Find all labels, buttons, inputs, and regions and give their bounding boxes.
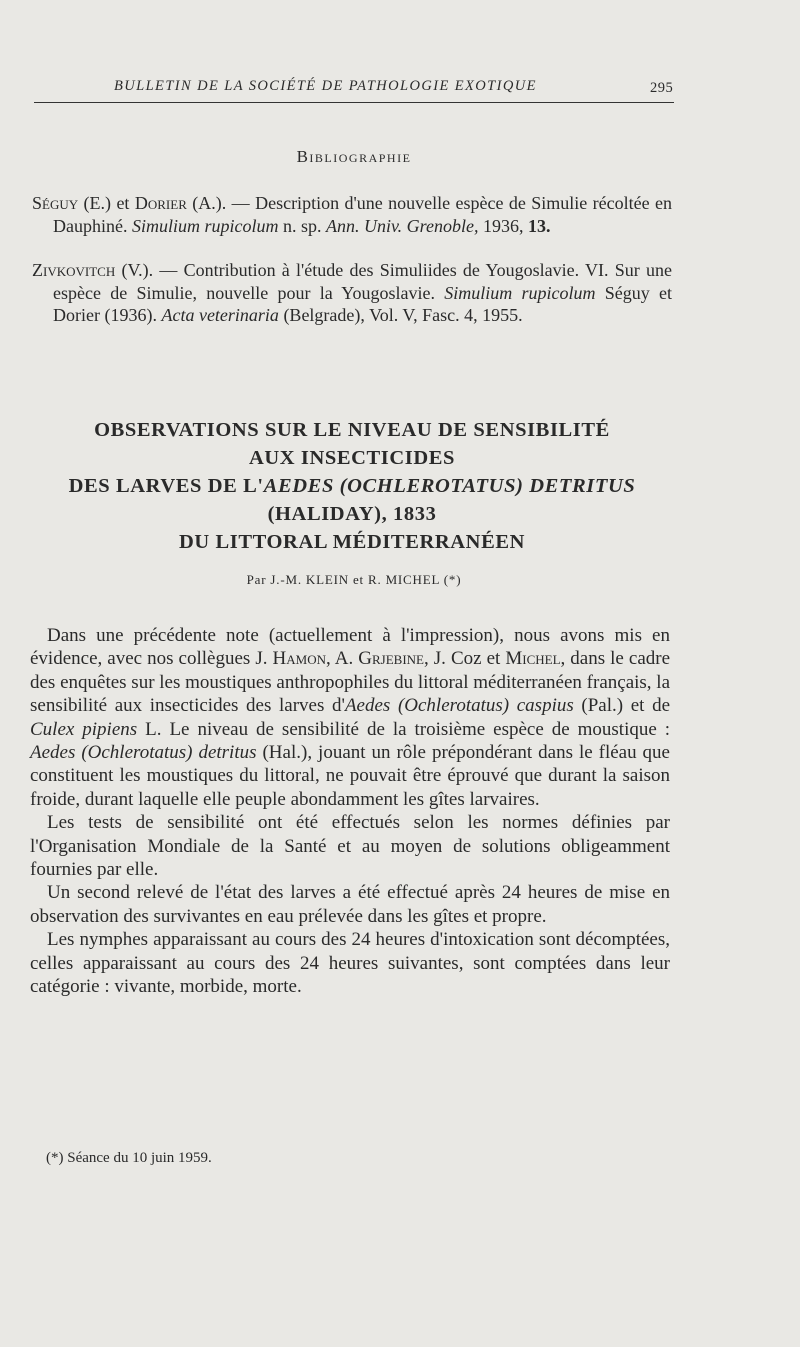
page-number: 295 (650, 80, 674, 96)
paragraph-4: Les nymphes apparaissant au cours des 24 heures d'intoxication sont décomptées, celles apparaissant au cours des 24 heures suivantes, sont comptées dans leur catégorie : vivante, morbide, morte. (30, 929, 670, 998)
p1-text-a: Dans une précédente note (actuellement à l'impression), nous avons mis en évidence, avec nos collègues J. (30, 625, 670, 670)
ref1-author2: Dorier (134, 193, 187, 213)
ref1-text-b: n. sp. (282, 215, 322, 236)
header-rule (34, 102, 674, 103)
ref1-text: (A.). — Description d'une nouvelle espèce de Simulie récoltée en Dauphiné. (53, 193, 673, 236)
paragraph-2: Les tests de sensibilité ont été effectués selon les normes définies par l'Organisation Mondiale de la Santé et au moyen de solutions obligeamment fournies par elle. (30, 812, 670, 881)
title-line-4: (HALIDAY), 1833 (267, 503, 437, 525)
article-title (22, 416, 682, 556)
ref1-author1-initial: (E.) et (83, 193, 130, 213)
paragraph-3: Un second relevé de l'état des larves a été effectué après 24 heures de mise en observation des survivantes en eau prélevée dans les gîtes et propre. (30, 882, 670, 927)
ref1-journal: Ann. Univ. Grenoble, (326, 215, 479, 236)
article-authors: Par J.-M. KLEIN et R. MICHEL (*) (246, 572, 462, 587)
bibliography-heading: Bibliographie (296, 147, 412, 166)
title-line-5: DU LITTORAL MÉDITERRANÉEN (178, 531, 526, 553)
p1-species-2: Culex pipiens (30, 718, 138, 740)
p1-text-g: (Hal.), jouant un rôle prépondérant dans le fléau que constituent les moustiques du littoral, ne pouvait être éprouvé que durant la saison froide, durant laquelle elle peuple abondamment les gîtes larvaires. (30, 742, 670, 810)
reference-2 (32, 259, 672, 327)
title-line-3-roman: DES LARVES DE L' (68, 475, 264, 497)
paragraph-1 (30, 624, 670, 811)
p1-text-b: , A. (325, 648, 354, 670)
journal-title: BULLETIN DE LA SOCIÉTÉ DE PATHOLOGIE EXOTIQUE (114, 78, 537, 94)
ref2-text-c: (Belgrade), Vol. V, Fasc. 4, 1955. (283, 305, 523, 325)
ref2-journal: Acta veterinaria (161, 305, 279, 325)
ref2-text-b: Séguy et Dorier (1936). (53, 282, 673, 325)
p1-grjebine: Grjebine (358, 648, 424, 670)
reference-1 (32, 192, 672, 237)
p1-text-c: , J. Coz et (423, 648, 501, 670)
title-line-3 (22, 472, 682, 500)
p1-michel: Michel (505, 648, 561, 670)
p1-species-3: Aedes (Ochlerotatus) detritus (30, 742, 257, 764)
p1-text-d: , dans le cadre des enquêtes sur les moustiques anthropophiles du littoral méditerranéen français, la sensibilité aux insecticides des larves d' (30, 648, 671, 717)
footnote: (*) Séance du 10 juin 1959. (46, 1150, 212, 1166)
article-body (30, 624, 670, 999)
p1-text-e: (Pal.) et de (581, 695, 670, 717)
p1-species-1: Aedes (Ochlerotatus) caspius (344, 695, 574, 717)
ref1-volume: 13. (527, 215, 551, 236)
ref2-text: (V.). — Contribution à l'étude des Simuliides de Yougoslavie. VI. Sur une espèce de Simulie, nouvelle pour la Yougoslavie. (53, 260, 672, 303)
ref1-species: Simulium rupicolum (131, 215, 279, 236)
title-line-1: OBSERVATIONS SUR LE NIVEAU DE SENSIBILITÉ (94, 419, 610, 441)
ref2-author: Zivkovitch (32, 260, 116, 280)
ref2-species: Simulium rupicolum (444, 282, 596, 303)
p1-text-f: L. Le niveau de sensibilité de la troisième espèce de moustique : (145, 718, 671, 740)
title-line-3-italic: AEDES (OCHLEROTATUS) DETRITUS (263, 475, 636, 497)
p1-hamon: Hamon (272, 648, 326, 670)
ref1-year: 1936, (482, 215, 524, 236)
ref1-author1: Séguy (32, 193, 79, 213)
title-line-2: AUX INSECTICIDES (248, 447, 456, 469)
